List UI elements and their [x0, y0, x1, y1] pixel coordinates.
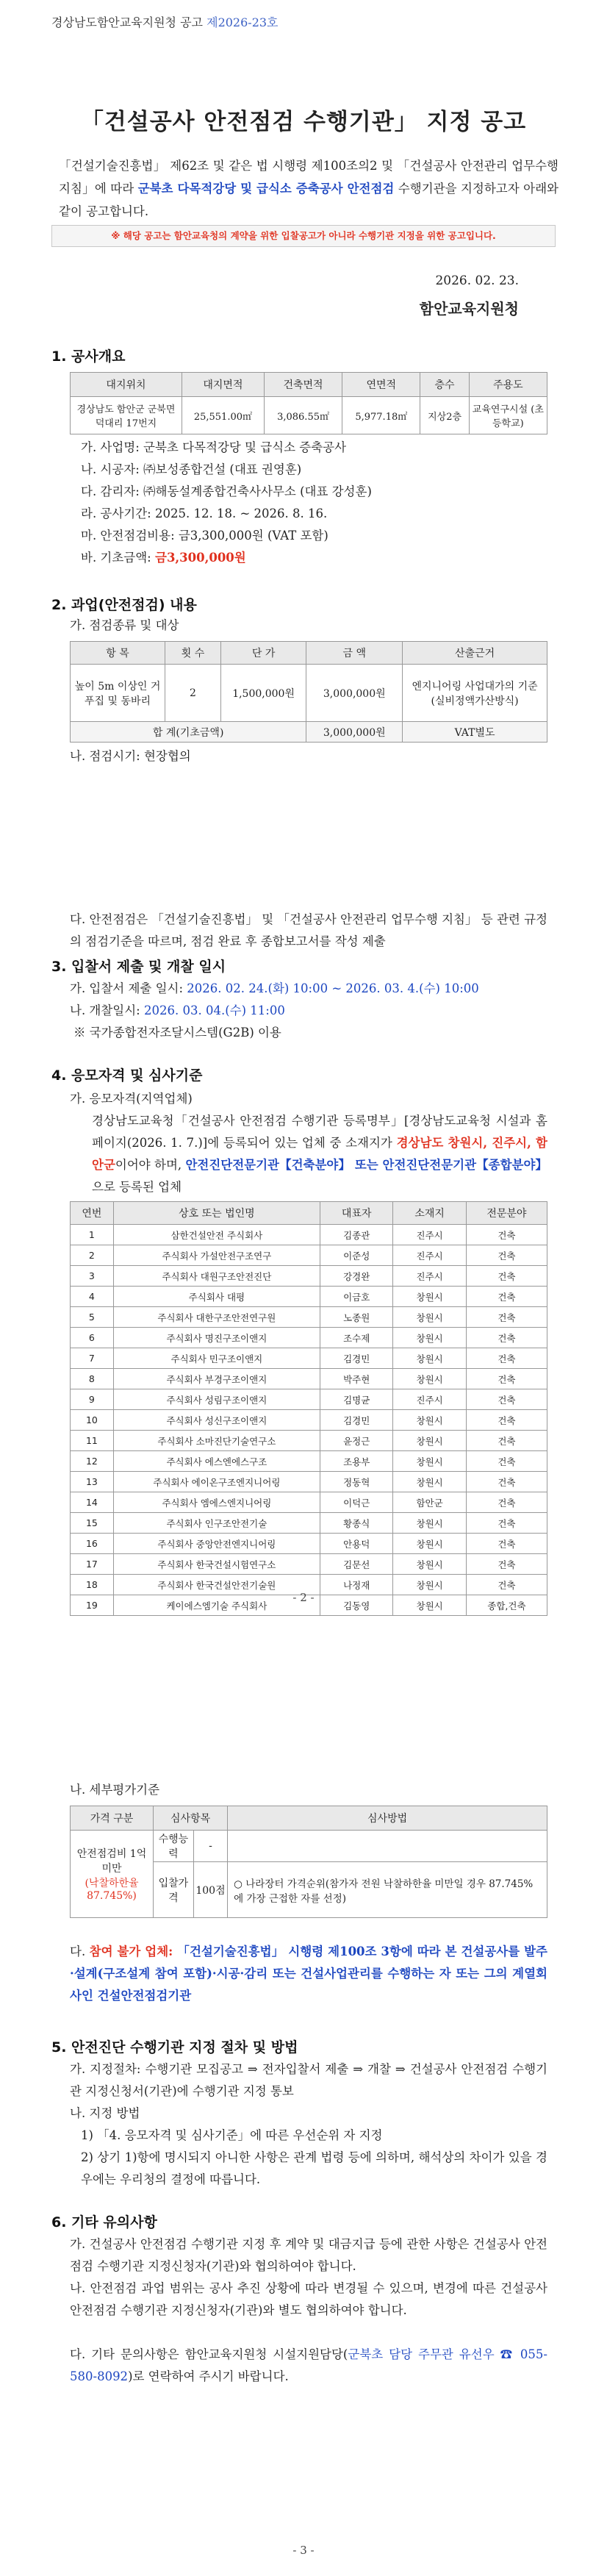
table-row [71, 1348, 547, 1369]
header-cell: 연번 [71, 1202, 114, 1225]
table-cell: 주식회사 명진구조이앤지 [113, 1328, 320, 1348]
designation-method-heading: 나. 지정 방법 [70, 2106, 140, 2120]
page-number: - 3 - [292, 2544, 315, 2557]
table-cell: 100점 [193, 1862, 227, 1918]
contact-text: 다. 기타 문의사항은 함안교육지원청 시설지원담당( [70, 2347, 348, 2361]
header-cell: 가격 구분 [71, 1806, 154, 1831]
table-cell: 지상2층 [420, 397, 469, 434]
table-cell: 주식회사 성림구조이앤지 [113, 1389, 320, 1410]
bid-submission-label: 가. 입찰서 제출 일시: [70, 981, 187, 995]
table-row [71, 1225, 547, 1245]
page-number: - 2 - [292, 1591, 315, 1604]
table-cell: 5 [71, 1307, 114, 1328]
header-number: 제2026-23호 [206, 15, 279, 29]
section-1-title: 1. 공사개요 [51, 348, 126, 365]
table-cell: 창원시 [393, 1554, 466, 1575]
section-3-title: 3. 입찰서 제출 및 개찰 일시 [51, 959, 226, 975]
header-cell: 연면적 [342, 373, 420, 397]
eligible-firms-table [70, 1201, 547, 1616]
table-row [71, 1287, 547, 1307]
table-cell: 12 [71, 1451, 114, 1472]
table-cell: 건축 [466, 1389, 547, 1410]
table-cell: 1 [71, 1225, 114, 1245]
designation-rule-1: 1) 「4. 응모자격 및 심사기준」에 따른 우선순위 자 지정 [81, 2128, 383, 2142]
table-cell: 주식회사 한국건설안전기술원 [113, 1575, 320, 1595]
notice-box: ※ 해당 공고는 함안교육청의 계약을 위한 입찰공고가 아니라 수행기관 지정을 위한 공고입니다. [51, 225, 556, 247]
announcement-date: 2026. 02. 23. [435, 273, 519, 288]
table-cell: 창원시 [393, 1451, 466, 1472]
note-contract: 가. 건설공사 안전점검 수행기관 지정 후 계약 및 대금지급 등에 관한 사항은 건설공사 안전점검 수행기관 지정신청자(기관)와 협의하여야 합니다. [70, 2237, 547, 2273]
inspection-criteria: 다. 안전점검은 「건설기술진흥법」 및 「건설공사 안전관리 업무수행 지침」 등 관련 규정의 점검기준을 따르며, 점검 완료 후 종합보고서를 작성 제출 [70, 912, 547, 948]
table-cell: 삼한건설안전 주식회사 [113, 1225, 320, 1245]
evaluation-table [70, 1806, 547, 1918]
table-cell: 건축 [466, 1554, 547, 1575]
table-cell: 3,086.55㎡ [264, 397, 342, 434]
table-row [71, 397, 547, 434]
table-cell: 건축 [466, 1431, 547, 1451]
evaluation-heading: 나. 세부평가기준 [70, 1783, 160, 1797]
page-title: 「건설공사 안전점검 수행기관」 지정 공고 [80, 109, 527, 135]
excluded-firms-rule [70, 1941, 547, 2007]
table-cell: 창원시 [393, 1369, 466, 1389]
table-cell: 박주현 [320, 1369, 392, 1389]
table-cell: 18 [71, 1575, 114, 1595]
base-amount-label: 바. 기초금액: [81, 551, 155, 565]
bid-opening-time [70, 1000, 285, 1022]
table-cell: 김명균 [320, 1389, 392, 1410]
table-cell: 17 [71, 1554, 114, 1575]
header-cell: 전문분야 [466, 1202, 547, 1225]
header-org: 경상남도함안교육지원청 공고 [51, 15, 204, 29]
table-cell: 건축 [466, 1492, 547, 1513]
designation-procedure: 가. 지정절차: 수행기관 모집공고 ⇒ 전자입찰서 제출 ⇒ 개찰 ⇒ 건설공사 안전점검 수행기관 지정신청서(기관)에 수행기관 지정 통보 [70, 2062, 547, 2098]
table-cell: 입찰가격 [154, 1862, 194, 1918]
table-cell: 윤정근 [320, 1431, 392, 1451]
bid-opening-label: 나. 개찰일시: [70, 1003, 144, 1017]
table-cell: VAT별도 [403, 722, 547, 743]
contact-person: 군북초 담당 주무관 유선우 ☎ 055-580-8092 [70, 2347, 547, 2383]
table-cell: 건축 [466, 1348, 547, 1369]
table-cell: 건축 [466, 1534, 547, 1554]
table-cell: 엔지니어링 사업대가의 기준 (실비정액가산방식) [403, 665, 547, 722]
table-cell: 건축 [466, 1307, 547, 1328]
table-cell: 김경민 [320, 1348, 392, 1369]
table-cell: 건축 [466, 1369, 547, 1389]
inspection-scope-table [70, 641, 547, 743]
section-4-title: 4. 응모자격 및 심사기준 [51, 1067, 203, 1084]
section-6-title: 6. 기타 유의사항 [51, 2214, 157, 2230]
table-cell: 25,551.00㎡ [182, 397, 264, 434]
header-cell: 건축면적 [264, 373, 342, 397]
table-cell: 창원시 [393, 1287, 466, 1307]
table-cell: 10 [71, 1410, 114, 1431]
table-cell: 주식회사 엠에스엔지니어링 [113, 1492, 320, 1513]
inspection-cost: 마. 안전점검비용: 금3,300,000원 (VAT 포함) [81, 529, 328, 543]
table-cell: 13 [71, 1472, 114, 1492]
table-row [71, 1534, 547, 1554]
table-header-row [71, 1202, 547, 1225]
table-cell: 주식회사 에스엔에스구조 [113, 1451, 320, 1472]
contact-text-end: )로 연락하여 주시기 바랍니다. [128, 2369, 289, 2383]
inspection-type-heading: 가. 점검종류 및 대상 [70, 618, 179, 632]
table-cell: 주식회사 인구조안전기술 [113, 1513, 320, 1534]
header-cell: 대지위치 [71, 373, 182, 397]
header-cell: 상호 또는 법인명 [113, 1202, 320, 1225]
table-cell: 19 [71, 1595, 114, 1616]
table-cell: 주식회사 중앙안전엔지니어링 [113, 1534, 320, 1554]
bid-opening-value: 2026. 03. 04.(수) 11:00 [144, 1003, 285, 1017]
table-cell: 2 [71, 1245, 114, 1266]
table-row [71, 1492, 547, 1513]
table-row [71, 1451, 547, 1472]
table-cell: 주식회사 에이온구조엔지니어링 [113, 1472, 320, 1492]
base-amount [81, 547, 246, 569]
price-floor-rate: (낙찰하한율 87.745%) [85, 1878, 139, 1902]
table-cell: 노종원 [320, 1307, 392, 1328]
table-cell: 15 [71, 1513, 114, 1534]
table-cell: 케이에스엠기술 주식회사 [113, 1595, 320, 1616]
table-cell: 창원시 [393, 1595, 466, 1616]
base-amount-value: 금3,300,000원 [155, 551, 246, 565]
table-cell: 건축 [466, 1266, 547, 1287]
table-cell: 주식회사 가설안전구조연구 [113, 1245, 320, 1266]
table-cell: 정동혁 [320, 1472, 392, 1492]
table-cell: 주식회사 소마진단기술연구소 [113, 1431, 320, 1451]
qualification-field: 안전진단전문기관【건축분야】 또는 안전진단전문기관【종합분야】 [185, 1158, 547, 1172]
table-cell: - [193, 1831, 227, 1862]
issuer-name: 함안교육지원청 [419, 300, 519, 318]
table-cell: 건축 [466, 1287, 547, 1307]
header-cell: 심사항목 [154, 1806, 228, 1831]
intro-paragraph [59, 154, 558, 223]
table-row [71, 1831, 547, 1862]
table-cell: 창원시 [393, 1431, 466, 1451]
header-cell: 주용도 [469, 373, 547, 397]
header-cell: 대표자 [320, 1202, 392, 1225]
table-cell: 주식회사 한국건설시험연구소 [113, 1554, 320, 1575]
table-row [71, 1410, 547, 1431]
price-category: 안전점검비 1억 미만 [76, 1848, 147, 1875]
table-cell: 2 [165, 665, 221, 722]
table-cell: 3,000,000원 [306, 665, 403, 722]
table-header-row [71, 642, 547, 665]
table-cell: 조용부 [320, 1451, 392, 1472]
table-cell: 진주시 [393, 1245, 466, 1266]
table-cell: 주식회사 대원구조안전진단 [113, 1266, 320, 1287]
note-scope-change: 나. 안전점검 과업 범위는 공사 추진 상황에 따라 변경될 수 있으며, 변경에 따른 건설공사 안전점검 수행기관 지정신청자(기관)와 별도 협의하여야 합니다. [70, 2281, 547, 2317]
bid-submission-value: 2026. 02. 24.(화) 10:00 ~ 2026. 03. 4.(수) 10:00 [187, 981, 479, 995]
table-row [71, 1328, 547, 1348]
table-cell: 김종관 [320, 1225, 392, 1245]
table-cell: 7 [71, 1348, 114, 1369]
table-cell: 건축 [466, 1472, 547, 1492]
table-cell: 주식회사 대평 [113, 1287, 320, 1307]
table-cell [228, 1831, 547, 1862]
supervisor: 다. 감리자: ㈜해동설계종합건축사사무소 (대표 강성훈) [81, 484, 372, 498]
table-cell: 수행능력 [154, 1831, 194, 1862]
table-cell: 주식회사 부경구조이앤지 [113, 1369, 320, 1389]
table-cell: 김경민 [320, 1410, 392, 1431]
table-cell: 교육연구시설 (초등학교) [469, 397, 547, 434]
header-cell: 소재지 [393, 1202, 466, 1225]
table-cell: 합 계(기초금액) [71, 722, 306, 743]
table-cell: 6 [71, 1328, 114, 1348]
header-cell: 횟 수 [165, 642, 221, 665]
table-cell: 나정재 [320, 1575, 392, 1595]
designation-rule-2: 2) 상기 1)항에 명시되지 아니한 사항은 관계 법령 등에 의하며, 해석상의 차이가 있을 경우에는 우리청의 결정에 따릅니다. [81, 2150, 547, 2186]
table-row [71, 1307, 547, 1328]
g2b-note: ※ 국가종합전자조달시스템(G2B) 이용 [73, 1026, 281, 1040]
bid-submission-period [70, 978, 479, 1000]
table-cell: 함안군 [393, 1492, 466, 1513]
table-cell: 경상남도 함안군 군북면 덕대리 17번지 [71, 397, 182, 434]
table-cell: 1,500,000원 [220, 665, 306, 722]
qualification-heading: 가. 응모자격(지역업체) [70, 1092, 193, 1106]
project-overview-table [70, 372, 547, 434]
table-cell: 건축 [466, 1513, 547, 1534]
table-cell: 11 [71, 1431, 114, 1451]
table-cell: 높이 5m 이상인 거푸집 및 동바리 [71, 665, 165, 722]
table-cell: 김동영 [320, 1595, 392, 1616]
table-cell: 창원시 [393, 1307, 466, 1328]
contractor: 나. 시공자: ㈜보성종합건설 (대표 권영훈) [81, 462, 302, 476]
table-cell: 건축 [466, 1451, 547, 1472]
table-cell: 조수제 [320, 1328, 392, 1348]
project-name: 가. 사업명: 군북초 다목적강당 및 급식소 증축공사 [81, 440, 347, 454]
announcement-header [51, 13, 279, 30]
rule-label: 다. [70, 1944, 90, 1958]
table-row [71, 1245, 547, 1266]
table-header-row [71, 1806, 547, 1831]
table-cell: 이금호 [320, 1287, 392, 1307]
table-cell: 3 [71, 1266, 114, 1287]
table-cell: 김문선 [320, 1554, 392, 1575]
header-cell: 심사방법 [228, 1806, 547, 1831]
header-cell: 단 가 [220, 642, 306, 665]
table-cell: 종합,건축 [466, 1595, 547, 1616]
table-cell: 창원시 [393, 1348, 466, 1369]
table-row [71, 1554, 547, 1575]
table-cell: 창원시 [393, 1575, 466, 1595]
section-5-title: 5. 안전진단 수행기관 지정 절차 및 방법 [51, 2039, 298, 2056]
table-cell: 건축 [466, 1410, 547, 1431]
table-cell: 주식회사 성신구조이앤지 [113, 1410, 320, 1431]
header-cell: 층수 [420, 373, 469, 397]
table-header-row [71, 373, 547, 397]
table-row [71, 1513, 547, 1534]
intro-text-end: 수행기관을 지정하고자 아래와 같이 공고합니다. [59, 182, 558, 218]
qualification-text [92, 1110, 547, 1198]
inspection-timing: 나. 점검시기: 현장협의 [70, 749, 191, 763]
table-cell: 건축 [466, 1575, 547, 1595]
table-cell: 건축 [466, 1225, 547, 1245]
header-cell: 산출근거 [403, 642, 547, 665]
table-cell: 이덕근 [320, 1492, 392, 1513]
table-cell: 건축 [466, 1328, 547, 1348]
table-cell: 창원시 [393, 1534, 466, 1554]
table-row [71, 1266, 547, 1287]
table-cell: 황종식 [320, 1513, 392, 1534]
rule-title: 참여 불가 업체: [89, 1944, 178, 1958]
qualification-text-2: 이어야 하며, [115, 1158, 186, 1172]
evaluation-method: ○ 나라장터 가격순위(참가자 전원 낙찰하한율 미만일 경우 87.745%에 가장 근접한 자를 선정) [228, 1862, 547, 1918]
qualification-text-1: 경상남도교육청「건설공사 안전점검 수행기관 등록명부」[경상남도교육청 시설과 홈페이지(2026. 1. 7.)]에 등록되어 있는 업체 중 소재지가 [92, 1114, 547, 1150]
header-cell: 대지면적 [182, 373, 264, 397]
table-cell: 4 [71, 1287, 114, 1307]
table-row [71, 1389, 547, 1410]
table-cell: 9 [71, 1389, 114, 1410]
table-cell: 건축 [466, 1245, 547, 1266]
table-cell: 5,977.18㎡ [342, 397, 420, 434]
price-category-cell [71, 1831, 154, 1918]
section-2-title: 2. 과업(안전점검) 내용 [51, 597, 197, 613]
table-cell: 이준성 [320, 1245, 392, 1266]
header-cell: 항 목 [71, 642, 165, 665]
table-cell: 안용덕 [320, 1534, 392, 1554]
table-row [71, 1431, 547, 1451]
table-cell: 14 [71, 1492, 114, 1513]
table-cell: 창원시 [393, 1472, 466, 1492]
table-row [71, 1369, 547, 1389]
table-cell: 진주시 [393, 1266, 466, 1287]
table-cell: 진주시 [393, 1389, 466, 1410]
table-cell: 창원시 [393, 1410, 466, 1431]
note-contact [70, 2344, 547, 2388]
table-cell: 진주시 [393, 1225, 466, 1245]
table-cell: 창원시 [393, 1513, 466, 1534]
table-cell: 8 [71, 1369, 114, 1389]
header-cell: 금 액 [306, 642, 403, 665]
qualification-region: 경상남도 창원시, 진주시, 함안군 [92, 1136, 547, 1172]
intro-text: 「건설기술진흥법」 제62조 및 같은 법 시행령 제100조의2 및 「건설공사 안전관리 업무수행 지침」에 따라 [59, 159, 558, 196]
table-row [71, 1472, 547, 1492]
table-cell: 강경완 [320, 1266, 392, 1287]
table-cell: 16 [71, 1534, 114, 1554]
table-cell: 주식회사 대한구조안전연구원 [113, 1307, 320, 1328]
table-cell: 3,000,000원 [306, 722, 403, 743]
construction-period: 라. 공사기간: 2025. 12. 18. ~ 2026. 8. 16. [81, 507, 328, 520]
table-total-row [71, 722, 547, 743]
intro-highlight: 군북초 다목적강당 및 급식소 증축공사 안전점검 [137, 182, 395, 196]
table-row [71, 665, 547, 722]
table-cell: 주식회사 민구조이앤지 [113, 1348, 320, 1369]
rule-text: 「건설기술진흥법」 시행령 제100조 3항에 따라 본 건설공사를 발주·설계(구조설계 참여 포함)·시공·감리 또는 건설사업관리를 수행하는 자 또는 그의 계열회사인 건설안전점검기관 [70, 1944, 547, 2003]
table-cell: 창원시 [393, 1328, 466, 1348]
qualification-text-3: 으로 등록된 업체 [92, 1180, 182, 1194]
